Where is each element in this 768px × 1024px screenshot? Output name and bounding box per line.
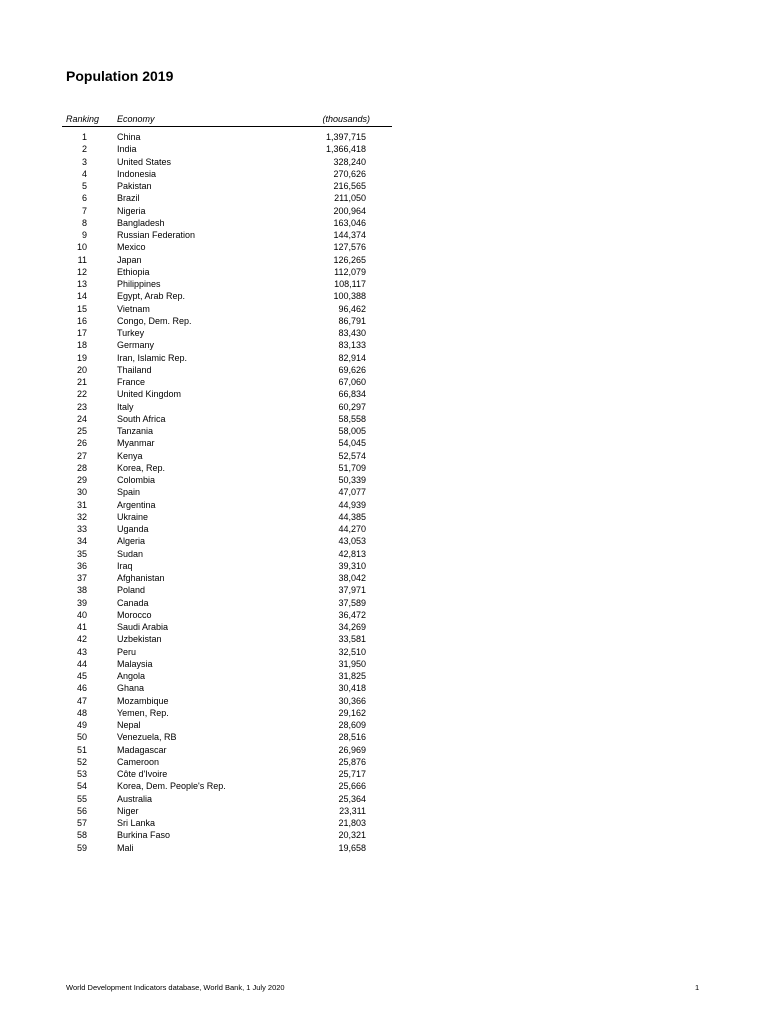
economy-cell: Japan bbox=[117, 254, 142, 265]
economy-cell: Uganda bbox=[117, 524, 149, 534]
economy-cell: Mali bbox=[117, 842, 134, 853]
population-cell: 108,117 bbox=[334, 279, 366, 289]
population-cell: 82,914 bbox=[338, 352, 366, 363]
rank-cell: 20 bbox=[76, 364, 87, 375]
page-title: Population 2019 bbox=[66, 68, 174, 84]
economy-cell: Argentina bbox=[117, 499, 156, 510]
economy-cell: Tanzania bbox=[117, 426, 154, 436]
rank-cell: 10 bbox=[76, 242, 87, 253]
economy-cell: India bbox=[117, 144, 137, 155]
table-row bbox=[0, 450, 400, 462]
population-cell: 83,430 bbox=[338, 328, 366, 338]
economy-cell: Venezuela, RB bbox=[117, 732, 177, 743]
population-cell: 144,374 bbox=[333, 230, 366, 240]
population-cell: 44,385 bbox=[338, 511, 366, 522]
population-cell: 60,297 bbox=[338, 401, 366, 412]
economy-cell: Peru bbox=[117, 646, 137, 657]
economy-cell: Korea, Dem. People's Rep. bbox=[117, 781, 226, 792]
population-cell: 42,813 bbox=[338, 548, 366, 559]
population-cell: 67,060 bbox=[338, 377, 366, 387]
population-cell: 25,364 bbox=[338, 793, 366, 804]
population-cell: 28,609 bbox=[338, 720, 366, 730]
rank-cell: 15 bbox=[76, 303, 87, 314]
population-cell: 86,791 bbox=[338, 315, 366, 326]
rank-cell: 56 bbox=[76, 805, 87, 816]
table-row bbox=[0, 156, 400, 168]
rank-cell: 14 bbox=[76, 291, 87, 302]
rank-cell: 24 bbox=[76, 413, 87, 424]
rank-cell: 46 bbox=[76, 683, 87, 694]
economy-cell: Colombia bbox=[117, 475, 156, 485]
rank-cell: 34 bbox=[76, 536, 87, 547]
table-row bbox=[0, 756, 400, 768]
economy-cell: Philippines bbox=[117, 279, 161, 289]
population-cell: 26,969 bbox=[338, 744, 366, 755]
economy-cell: Egypt, Arab Rep. bbox=[117, 291, 186, 302]
rank-cell: 6 bbox=[81, 193, 87, 204]
economy-cell: Thailand bbox=[117, 364, 152, 375]
economy-cell: Mozambique bbox=[117, 695, 169, 706]
population-cell: 34,269 bbox=[338, 622, 366, 632]
population-cell: 58,558 bbox=[338, 413, 366, 424]
table-row bbox=[0, 290, 400, 302]
population-cell: 37,971 bbox=[338, 585, 366, 596]
population-cell: 19,658 bbox=[338, 842, 366, 853]
table-row bbox=[0, 217, 400, 229]
population-cell: 200,964 bbox=[333, 205, 366, 216]
page-number: 1 bbox=[695, 983, 700, 992]
table-row bbox=[0, 682, 400, 694]
rank-cell: 8 bbox=[81, 217, 87, 228]
table-row bbox=[0, 131, 400, 143]
table-row bbox=[0, 842, 400, 854]
rank-cell: 23 bbox=[76, 401, 87, 412]
economy-cell: Algeria bbox=[117, 536, 146, 547]
population-cell: 44,270 bbox=[338, 524, 366, 534]
rank-cell: 49 bbox=[76, 720, 87, 730]
economy-cell: Pakistan bbox=[117, 181, 152, 191]
rank-cell: 12 bbox=[76, 266, 87, 277]
table-row bbox=[0, 572, 400, 584]
rank-cell: 43 bbox=[76, 646, 87, 657]
rank-cell: 18 bbox=[76, 340, 87, 351]
table-row bbox=[0, 817, 400, 829]
rank-cell: 55 bbox=[76, 793, 87, 804]
population-cell: 112,079 bbox=[334, 266, 366, 277]
rank-cell: 28 bbox=[76, 462, 87, 473]
table-row bbox=[0, 168, 400, 180]
column-header-economy: Economy bbox=[117, 114, 155, 124]
rank-cell: 40 bbox=[76, 609, 87, 620]
economy-cell: Australia bbox=[117, 793, 153, 804]
rank-cell: 47 bbox=[76, 695, 87, 706]
table-row bbox=[0, 633, 400, 645]
source-footer: World Development Indicators database, World Bank, 1 July 2020 bbox=[66, 983, 285, 992]
population-cell: 29,162 bbox=[338, 707, 366, 718]
rank-cell: 2 bbox=[81, 144, 87, 155]
economy-cell: Congo, Dem. Rep. bbox=[117, 315, 192, 326]
rank-cell: 9 bbox=[81, 230, 87, 240]
economy-cell: Bangladesh bbox=[117, 217, 165, 228]
table-row bbox=[0, 621, 400, 633]
economy-cell: Malaysia bbox=[117, 658, 153, 669]
population-cell: 21,803 bbox=[338, 818, 366, 828]
table-row bbox=[0, 352, 400, 364]
table-row bbox=[0, 205, 400, 217]
rank-cell: 21 bbox=[76, 377, 87, 387]
rank-cell: 5 bbox=[81, 181, 87, 191]
table-row bbox=[0, 339, 400, 351]
table-row bbox=[0, 254, 400, 266]
rank-cell: 54 bbox=[76, 781, 87, 792]
economy-cell: Ethiopia bbox=[117, 266, 150, 277]
table-row bbox=[0, 192, 400, 204]
rank-cell: 26 bbox=[76, 438, 87, 449]
economy-cell: Vietnam bbox=[117, 303, 150, 314]
table-row bbox=[0, 425, 400, 437]
rank-cell: 52 bbox=[76, 756, 87, 767]
economy-cell: Afghanistan bbox=[117, 573, 165, 583]
economy-cell: Côte d'Ivoire bbox=[117, 769, 168, 779]
economy-cell: Nepal bbox=[117, 720, 141, 730]
population-cell: 211,050 bbox=[334, 193, 366, 204]
population-cell: 51,709 bbox=[338, 462, 366, 473]
rank-cell: 25 bbox=[76, 426, 87, 436]
population-table bbox=[0, 131, 400, 854]
rank-cell: 33 bbox=[76, 524, 87, 534]
population-cell: 25,717 bbox=[338, 769, 366, 779]
table-row bbox=[0, 670, 400, 682]
rank-cell: 39 bbox=[76, 597, 87, 608]
economy-cell: Cameroon bbox=[117, 756, 160, 767]
economy-cell: Burkina Faso bbox=[117, 830, 171, 841]
table-row bbox=[0, 768, 400, 780]
table-row bbox=[0, 278, 400, 290]
table-row bbox=[0, 266, 400, 278]
population-cell: 37,589 bbox=[338, 597, 366, 608]
population-cell: 83,133 bbox=[338, 340, 366, 351]
economy-cell: Poland bbox=[117, 585, 146, 596]
table-row bbox=[0, 241, 400, 253]
rank-cell: 35 bbox=[76, 548, 87, 559]
economy-cell: Niger bbox=[117, 805, 139, 816]
economy-cell: Germany bbox=[117, 340, 155, 351]
rank-cell: 44 bbox=[76, 658, 87, 669]
table-row bbox=[0, 376, 400, 388]
column-header-ranking: Ranking bbox=[66, 114, 100, 124]
population-cell: 1,397,715 bbox=[325, 132, 366, 142]
population-cell: 20,321 bbox=[338, 830, 366, 841]
economy-cell: Sudan bbox=[117, 548, 144, 559]
population-cell: 216,565 bbox=[333, 181, 366, 191]
economy-cell: Nigeria bbox=[117, 205, 146, 216]
table-row bbox=[0, 658, 400, 670]
economy-cell: Ghana bbox=[117, 683, 145, 694]
rank-cell: 16 bbox=[76, 315, 87, 326]
table-row bbox=[0, 719, 400, 731]
economy-cell: Russian Federation bbox=[117, 230, 196, 240]
table-row bbox=[0, 805, 400, 817]
column-header-thousands: (thousands) bbox=[322, 114, 370, 124]
rank-cell: 32 bbox=[76, 511, 87, 522]
population-cell: 126,265 bbox=[333, 254, 366, 265]
economy-cell: Indonesia bbox=[117, 168, 157, 179]
population-cell: 44,939 bbox=[338, 499, 366, 510]
population-cell: 31,825 bbox=[338, 671, 366, 681]
economy-cell: France bbox=[117, 377, 146, 387]
economy-cell: Mexico bbox=[117, 242, 146, 253]
economy-cell: Ukraine bbox=[117, 511, 149, 522]
economy-cell: United Kingdom bbox=[117, 389, 182, 400]
rank-cell: 58 bbox=[76, 830, 87, 841]
table-row bbox=[0, 829, 400, 841]
table-row bbox=[0, 437, 400, 449]
economy-cell: Saudi Arabia bbox=[117, 622, 169, 632]
table-row bbox=[0, 744, 400, 756]
table-row bbox=[0, 597, 400, 609]
population-cell: 66,834 bbox=[338, 389, 366, 400]
economy-cell: Iran, Islamic Rep. bbox=[117, 352, 188, 363]
table-row bbox=[0, 535, 400, 547]
table-row bbox=[0, 315, 400, 327]
rank-cell: 27 bbox=[76, 450, 87, 461]
population-cell: 30,418 bbox=[338, 683, 366, 694]
table-row bbox=[0, 303, 400, 315]
population-cell: 31,950 bbox=[338, 658, 366, 669]
table-row bbox=[0, 646, 400, 658]
population-cell: 270,626 bbox=[333, 168, 366, 179]
rank-cell: 11 bbox=[77, 254, 87, 265]
population-cell: 23,311 bbox=[339, 805, 366, 816]
table-row bbox=[0, 695, 400, 707]
table-row bbox=[0, 584, 400, 596]
rank-cell: 38 bbox=[76, 585, 87, 596]
rank-cell: 13 bbox=[76, 279, 87, 289]
rank-cell: 3 bbox=[81, 156, 87, 167]
table-row bbox=[0, 707, 400, 719]
table-row bbox=[0, 462, 400, 474]
population-cell: 25,876 bbox=[338, 756, 366, 767]
economy-cell: Angola bbox=[117, 671, 146, 681]
table-row bbox=[0, 793, 400, 805]
table-row bbox=[0, 731, 400, 743]
population-cell: 39,310 bbox=[338, 560, 366, 571]
population-cell: 96,462 bbox=[338, 303, 366, 314]
economy-cell: Myanmar bbox=[117, 438, 155, 449]
population-cell: 32,510 bbox=[338, 646, 366, 657]
table-row bbox=[0, 364, 400, 376]
population-cell: 38,042 bbox=[338, 573, 366, 583]
economy-cell: Kenya bbox=[117, 450, 143, 461]
table-row bbox=[0, 780, 400, 792]
rank-cell: 57 bbox=[76, 818, 87, 828]
table-row bbox=[0, 548, 400, 560]
population-cell: 36,472 bbox=[338, 609, 366, 620]
economy-cell: Canada bbox=[117, 597, 149, 608]
rank-cell: 31 bbox=[76, 499, 87, 510]
population-cell: 69,626 bbox=[338, 364, 366, 375]
rank-cell: 7 bbox=[81, 205, 87, 216]
population-cell: 127,576 bbox=[333, 242, 366, 253]
population-cell: 52,574 bbox=[338, 450, 366, 461]
rank-cell: 22 bbox=[76, 389, 87, 400]
economy-cell: Iraq bbox=[117, 560, 133, 571]
table-row bbox=[0, 474, 400, 486]
population-cell: 1,366,418 bbox=[325, 144, 366, 155]
table-row bbox=[0, 143, 400, 155]
economy-cell: South Africa bbox=[117, 413, 166, 424]
population-cell: 163,046 bbox=[333, 217, 366, 228]
population-cell: 43,053 bbox=[338, 536, 366, 547]
economy-cell: Uzbekistan bbox=[117, 634, 162, 645]
rank-cell: 45 bbox=[76, 671, 87, 681]
rank-cell: 19 bbox=[76, 352, 87, 363]
rank-cell: 1 bbox=[81, 132, 87, 142]
table-row bbox=[0, 560, 400, 572]
economy-cell: Madagascar bbox=[117, 744, 167, 755]
rank-cell: 36 bbox=[76, 560, 87, 571]
header-divider bbox=[62, 126, 392, 127]
population-cell: 33,581 bbox=[338, 634, 366, 645]
rank-cell: 29 bbox=[76, 475, 87, 485]
table-row bbox=[0, 229, 400, 241]
table-row bbox=[0, 486, 400, 498]
rank-cell: 4 bbox=[81, 168, 87, 179]
table-row bbox=[0, 413, 400, 425]
economy-cell: Yemen, Rep. bbox=[117, 707, 169, 718]
economy-cell: Sri Lanka bbox=[117, 818, 156, 828]
rank-cell: 17 bbox=[76, 328, 87, 338]
rank-cell: 50 bbox=[76, 732, 87, 743]
economy-cell: China bbox=[117, 132, 141, 142]
population-cell: 58,005 bbox=[338, 426, 366, 436]
rank-cell: 41 bbox=[76, 622, 87, 632]
table-row bbox=[0, 327, 400, 339]
population-cell: 47,077 bbox=[338, 487, 366, 498]
rank-cell: 37 bbox=[76, 573, 87, 583]
economy-cell: Italy bbox=[117, 401, 134, 412]
economy-cell: Morocco bbox=[117, 609, 152, 620]
population-cell: 328,240 bbox=[333, 156, 366, 167]
population-cell: 54,045 bbox=[338, 438, 366, 449]
table-row bbox=[0, 511, 400, 523]
population-cell: 28,516 bbox=[338, 732, 366, 743]
rank-cell: 42 bbox=[76, 634, 87, 645]
population-cell: 30,366 bbox=[338, 695, 366, 706]
population-cell: 100,388 bbox=[333, 291, 366, 302]
economy-cell: Turkey bbox=[117, 328, 145, 338]
population-cell: 50,339 bbox=[338, 475, 366, 485]
table-row bbox=[0, 499, 400, 511]
rank-cell: 53 bbox=[76, 769, 87, 779]
rank-cell: 51 bbox=[76, 744, 87, 755]
rank-cell: 48 bbox=[76, 707, 87, 718]
economy-cell: Spain bbox=[117, 487, 141, 498]
economy-cell: Brazil bbox=[117, 193, 140, 204]
economy-cell: Korea, Rep. bbox=[117, 462, 166, 473]
table-row bbox=[0, 401, 400, 413]
table-row bbox=[0, 609, 400, 621]
population-cell: 25,666 bbox=[338, 781, 366, 792]
table-row bbox=[0, 523, 400, 535]
economy-cell: United States bbox=[117, 156, 172, 167]
table-row bbox=[0, 180, 400, 192]
rank-cell: 59 bbox=[76, 842, 87, 853]
table-row bbox=[0, 388, 400, 400]
rank-cell: 30 bbox=[76, 487, 87, 498]
